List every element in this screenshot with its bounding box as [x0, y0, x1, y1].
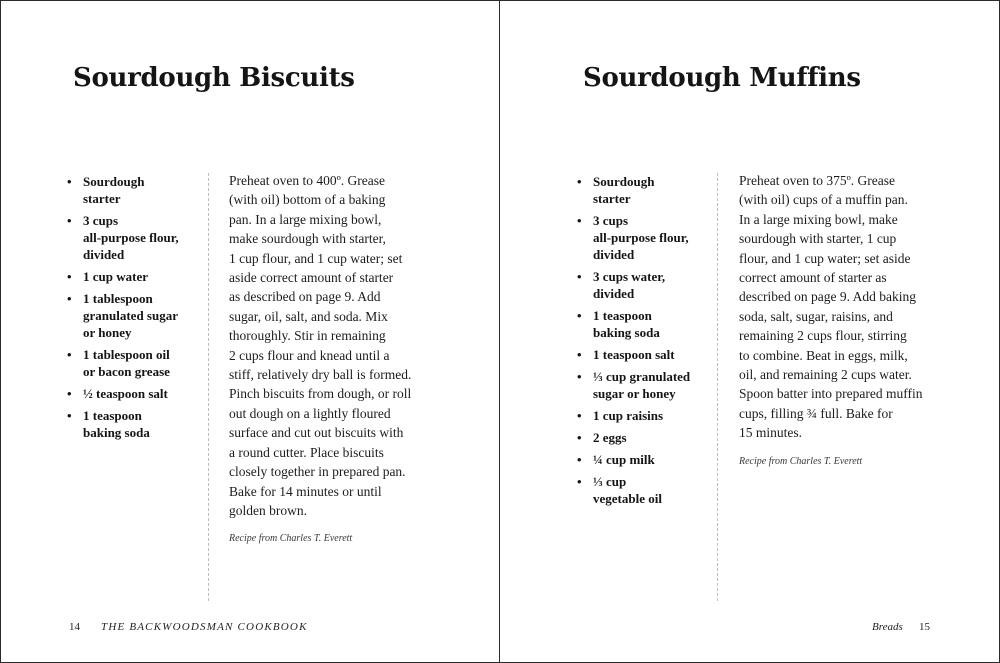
directions-line: Pinch biscuits from dough, or roll — [229, 386, 412, 402]
directions-line: golden brown. — [229, 502, 307, 518]
ingredient-item — [577, 212, 697, 263]
ingredient-line: sugar or honey — [593, 386, 676, 401]
ingredient-line: baking soda — [83, 425, 150, 440]
directions-line: 1 cup flour, and 1 cup water; set — [229, 250, 403, 266]
directions-line: closely together in prepared pan. — [229, 464, 406, 480]
directions-text — [739, 171, 931, 443]
ingredient-line: • 1 tablespoon oil — [83, 347, 170, 362]
ingredient-item — [577, 268, 697, 302]
ingredient-item — [577, 429, 697, 446]
ingredient-line: • 3 cups — [83, 213, 119, 228]
ingredient-item — [67, 385, 187, 402]
directions-line: remaining 2 cups flour, stirring — [739, 328, 907, 344]
column-divider — [717, 173, 718, 601]
ingredient-list — [577, 173, 697, 512]
ingredient-item — [67, 173, 187, 207]
recipe-directions — [739, 171, 931, 471]
recipe-directions — [229, 171, 425, 549]
directions-line: described on page 9. Add baking — [739, 289, 916, 305]
directions-line: 2 cups flour and knead until a — [229, 347, 390, 363]
ingredient-line: granulated sugar — [83, 308, 178, 323]
ingredient-line: divided — [83, 247, 125, 262]
ingredient-line: all-purpose flour, — [593, 230, 689, 245]
directions-line: to combine. Beat in eggs, milk, — [739, 347, 908, 363]
directions-line: Preheat oven to 400º. Grease — [229, 173, 386, 188]
right-page — [500, 1, 998, 662]
ingredient-item — [67, 407, 187, 441]
running-head: THE BACKWOODSMAN COOKBOOK — [101, 621, 308, 633]
ingredient-line: starter — [83, 191, 121, 206]
ingredient-item — [67, 268, 187, 285]
ingredient-line: • 2 eggs — [593, 430, 627, 445]
ingredient-line: baking soda — [593, 325, 660, 340]
left-page — [1, 1, 499, 662]
directions-line: Spoon batter into prepared muffin — [739, 386, 923, 402]
directions-line: surface and cut out biscuits with — [229, 425, 404, 441]
ingredient-line: • 1 teaspoon — [83, 408, 142, 423]
ingredient-line: • 1 teaspoon salt — [593, 347, 675, 362]
directions-line: out dough on a lightly floured — [229, 405, 391, 421]
column-divider — [208, 173, 209, 601]
directions-line: make sourdough with starter, — [229, 231, 386, 247]
ingredient-line: or honey — [83, 325, 132, 340]
ingredient-item — [577, 407, 697, 424]
recipe-credit: Recipe from Charles T. Everett — [739, 455, 863, 467]
directions-line: sugar, oil, salt, and soda. Mix — [229, 308, 388, 324]
directions-text — [229, 171, 425, 520]
directions-line: a round cutter. Place biscuits — [229, 444, 384, 460]
directions-line: sourdough with starter, 1 cup — [739, 231, 897, 247]
directions-line: thoroughly. Stir in remaining — [229, 328, 386, 344]
directions-line: In a large mixing bowl, make — [739, 211, 898, 227]
ingredient-item — [577, 451, 697, 468]
recipe-credit: Recipe from Charles T. Everett — [229, 533, 353, 545]
ingredient-line: or bacon grease — [83, 364, 170, 379]
directions-line: as described on page 9. Add — [229, 289, 381, 305]
directions-line: oil, and remaining 2 cups water. — [739, 367, 912, 383]
directions-line: Preheat oven to 375º. Grease — [739, 173, 896, 188]
ingredient-line: • 1 cup water — [83, 269, 148, 284]
ingredient-item — [577, 307, 697, 341]
ingredient-list — [67, 173, 187, 446]
ingredient-line: vegetable oil — [593, 491, 662, 506]
ingredient-line: • ⅓ cup granulated — [593, 369, 691, 384]
directions-line: (with oil) cups of a muffin pan. — [739, 192, 908, 208]
ingredient-line: starter — [593, 191, 631, 206]
ingredient-line: • Sourdough — [593, 174, 655, 189]
directions-line: Bake for 14 minutes or until — [229, 483, 382, 499]
running-head: Breads — [872, 621, 903, 633]
ingredient-item — [577, 173, 697, 207]
ingredient-item — [577, 346, 697, 363]
ingredient-item — [577, 368, 697, 402]
ingredient-line: • 3 cups — [593, 213, 629, 228]
ingredient-item — [67, 346, 187, 380]
ingredient-line: • 3 cups water, — [593, 269, 666, 284]
ingredient-line: all-purpose flour, — [83, 230, 179, 245]
ingredient-line: • 1 tablespoon — [83, 291, 153, 306]
directions-line: flour, and 1 cup water; set aside — [739, 250, 911, 266]
directions-line: correct amount of starter as — [739, 270, 887, 286]
directions-line: (with oil) bottom of a baking — [229, 192, 386, 208]
directions-line: cups, filling ¾ full. Bake for — [739, 405, 893, 421]
ingredient-line: • 1 teaspoon — [593, 308, 652, 323]
directions-line: aside correct amount of starter — [229, 270, 394, 286]
page-number: 15 — [919, 621, 930, 633]
ingredient-line: divided — [593, 286, 635, 301]
ingredient-line: • ⅓ cup — [593, 474, 627, 489]
ingredient-item — [577, 473, 697, 507]
directions-line: 15 minutes. — [739, 425, 802, 441]
ingredient-line: • ½ teaspoon salt — [83, 386, 168, 401]
ingredient-item — [67, 290, 187, 341]
directions-line: pan. In a large mixing bowl, — [229, 211, 382, 227]
ingredient-line: • ¼ cup milk — [593, 452, 655, 467]
ingredient-item — [67, 212, 187, 263]
directions-line: soda, salt, sugar, raisins, and — [739, 308, 893, 324]
recipe-title: Sourdough Biscuits — [73, 63, 355, 93]
recipe-title: Sourdough Muffins — [583, 63, 861, 93]
directions-line: stiff, relatively dry ball is formed. — [229, 367, 412, 383]
page-number: 14 — [69, 621, 80, 633]
ingredient-line: • 1 cup raisins — [593, 408, 664, 423]
ingredient-line: divided — [593, 247, 635, 262]
ingredient-line: • Sourdough — [83, 174, 145, 189]
